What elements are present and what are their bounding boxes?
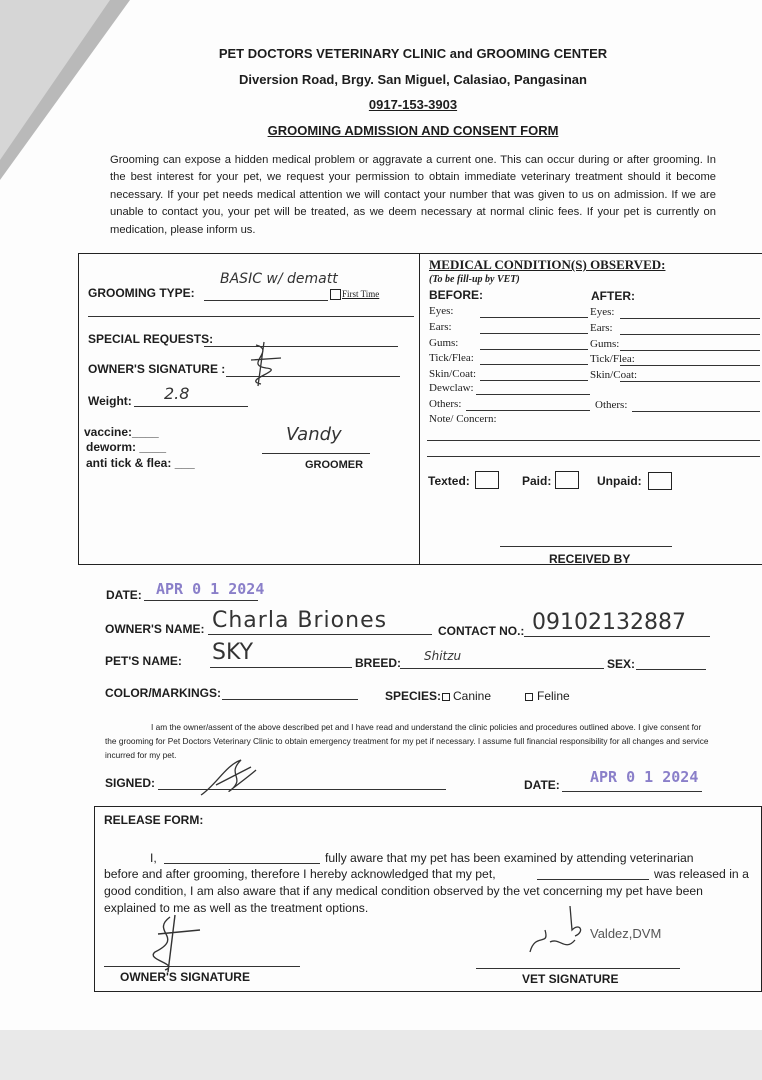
- release-line1: fully aware that my pet has been examined by attending veterinarian: [325, 851, 694, 865]
- before-field-line: [480, 380, 588, 381]
- form-title: GROOMING ADMISSION AND CONSENT FORM: [267, 123, 559, 138]
- weight-line: [134, 406, 248, 407]
- release-name-line: [164, 863, 320, 864]
- vet-sig-line: [476, 968, 680, 969]
- medical-title: MEDICAL CONDITION(S) OBSERVED:: [429, 257, 666, 272]
- contact-label: CONTACT NO.:: [438, 624, 525, 638]
- received-by-line: [500, 546, 672, 547]
- before-field-label: Gums:: [429, 337, 459, 349]
- after-field-line: [620, 318, 760, 319]
- contact-line: [524, 636, 710, 637]
- others-after-label: Others:: [595, 399, 628, 411]
- owner-sig-line: [104, 966, 300, 967]
- breed-line: [400, 668, 604, 669]
- pet-name-line: [210, 667, 352, 668]
- received-by-label: RECEIVED BY: [549, 552, 631, 566]
- after-heading: AFTER:: [591, 289, 635, 303]
- release-line3: good condition, I am also aware that if any medical condition observed by the vet concerning my pet have been: [104, 884, 703, 898]
- release-owner-signature-scribble: [140, 912, 210, 974]
- color-label: COLOR/MARKINGS:: [105, 686, 221, 700]
- signed-date-label: DATE:: [524, 778, 560, 792]
- dewclaw-line: [476, 394, 590, 395]
- weight-value: 2.8: [164, 384, 190, 403]
- after-field-label: Eyes:: [590, 306, 615, 318]
- release-i: I,: [150, 851, 157, 865]
- before-field-label: Skin/Coat:: [429, 368, 477, 380]
- grooming-type-line: [204, 300, 328, 301]
- note-label: Note/ Concern:: [429, 413, 497, 425]
- before-field-label: Tick/Flea:: [429, 352, 474, 364]
- anti-tick-field: anti tick & flea: ___: [86, 456, 195, 470]
- special-requests-label: SPECIAL REQUESTS:: [88, 332, 214, 346]
- unpaid-checkbox[interactable]: [648, 472, 672, 490]
- sex-label: SEX:: [607, 657, 636, 671]
- release-line2b: was released in a: [654, 867, 749, 881]
- medical-subtitle: (To be fill-up by VET): [429, 274, 520, 285]
- contact-value: 09102132887: [532, 610, 686, 635]
- note-line-1: [427, 440, 760, 441]
- release-title: RELEASE FORM:: [104, 813, 204, 827]
- before-field-label: Eyes:: [429, 305, 454, 317]
- first-time-label: First Time: [342, 289, 380, 299]
- consent-paragraph: I am the owner/assent of the above described pet and I have read and understand the clinic policies and procedures outlined above. I give consent for the grooming for Pet Doctors Veterinary Clinic to obtain emergency treatment for my pet if necessary. I assume full financial responsibility for all changes and service incurred for my pet.: [105, 722, 709, 760]
- vet-signature-scribble: [520, 902, 590, 962]
- before-field-line: [480, 317, 588, 318]
- after-field-label: Skin/Coat:: [590, 369, 638, 381]
- weight-label: Weight:: [88, 394, 132, 408]
- release-line2: before and after grooming, therefore I hereby acknowledged that my pet,: [104, 867, 496, 881]
- before-field-line: [480, 333, 588, 334]
- grooming-type-extra-line: [88, 316, 414, 317]
- canine-label: Canine: [453, 689, 492, 703]
- canine-checkbox[interactable]: [442, 693, 450, 701]
- vet-sig-label: VET SIGNATURE: [522, 972, 619, 986]
- date-label: DATE:: [106, 588, 142, 602]
- groomer-name: Vandy: [286, 424, 342, 445]
- breed-label: BREED:: [355, 656, 402, 670]
- after-field-line: [620, 334, 760, 335]
- vet-name-stamp: Valdez,DVM: [590, 926, 662, 941]
- owner-name-line: [208, 634, 432, 635]
- deworm-field: deworm: ____: [86, 440, 167, 454]
- after-field-label: Gums:: [590, 338, 620, 350]
- note-line-2: [427, 456, 760, 457]
- after-field-line: [620, 365, 760, 366]
- dewclaw-label: Dewclaw:: [429, 382, 474, 394]
- feline-checkbox[interactable]: [525, 693, 533, 701]
- grooming-type-value: BASIC w/ dematt: [220, 271, 338, 287]
- before-heading: BEFORE:: [429, 288, 483, 302]
- before-field-line: [480, 349, 588, 350]
- others-before-label: Others:: [429, 398, 462, 410]
- signed-date-stamp: APR 0 1 2024: [590, 768, 699, 786]
- groomer-line: [262, 453, 370, 454]
- paid-label: Paid:: [522, 474, 552, 488]
- special-requests-line: [204, 346, 398, 347]
- intro-paragraph: Grooming can expose a hidden medical problem or aggravate a current one. This can occur during or after grooming. In the best interest for your pet, we request your permission to obtain immediate veterinary treatment should it become necessary. If your pet needs medical attention we will contact your number that was given to us on admission. If we are unable to contact you, your pet will be treated, as we deem necessary at normal clinic fees. If your pet is currently on medication, please inform us.: [110, 154, 716, 236]
- species-label: SPECIES:: [385, 689, 442, 703]
- vaccine-field: vaccine:____: [84, 425, 159, 439]
- signed-signature-scribble: [196, 755, 266, 801]
- grooming-type-label: GROOMING TYPE:: [88, 286, 195, 300]
- before-field-label: Ears:: [429, 321, 452, 333]
- others-after-line: [632, 411, 760, 412]
- paid-checkbox[interactable]: [555, 471, 579, 489]
- owner-signature-scribble: [236, 340, 292, 388]
- box-divider: [419, 253, 420, 565]
- owner-signature-label: OWNER'S SIGNATURE :: [88, 362, 226, 376]
- after-field-line: [620, 350, 760, 351]
- after-field-label: Ears:: [590, 322, 613, 334]
- sex-line: [636, 669, 706, 670]
- pet-name-label: PET'S NAME:: [105, 654, 182, 668]
- signed-label: SIGNED:: [105, 776, 156, 790]
- after-field-label: Tick/Flea:: [590, 353, 635, 365]
- unpaid-label: Unpaid:: [597, 474, 642, 488]
- signed-date-line: [562, 791, 702, 792]
- date-stamp: APR 0 1 2024: [156, 580, 265, 598]
- owner-name-label: OWNER'S NAME:: [105, 622, 205, 636]
- breed-value: Shitzu: [424, 649, 462, 663]
- first-time-checkbox[interactable]: [330, 289, 341, 300]
- release-pet-line: [537, 879, 649, 880]
- groomer-label: GROOMER: [305, 459, 364, 471]
- clinic-name: PET DOCTORS VETERINARY CLINIC and GROOMING CENTER: [218, 46, 608, 61]
- texted-label: Texted:: [428, 474, 470, 488]
- owner-sig-label: OWNER'S SIGNATURE: [120, 970, 250, 984]
- texted-checkbox[interactable]: [475, 471, 499, 489]
- feline-label: Feline: [537, 689, 570, 703]
- before-field-line: [480, 364, 588, 365]
- after-field-line: [620, 381, 760, 382]
- date-line: [144, 600, 258, 601]
- pet-name-value: SKY: [212, 640, 254, 665]
- release-line4: explained to me as well as the treatment options.: [104, 901, 369, 915]
- clinic-phone: 0917-153-3903: [368, 97, 458, 112]
- clinic-address: Diversion Road, Brgy. San Miguel, Calasiao, Pangasinan: [239, 72, 587, 87]
- owner-name-value: Charla Briones: [212, 608, 388, 633]
- color-line: [222, 699, 358, 700]
- others-before-line: [466, 410, 590, 411]
